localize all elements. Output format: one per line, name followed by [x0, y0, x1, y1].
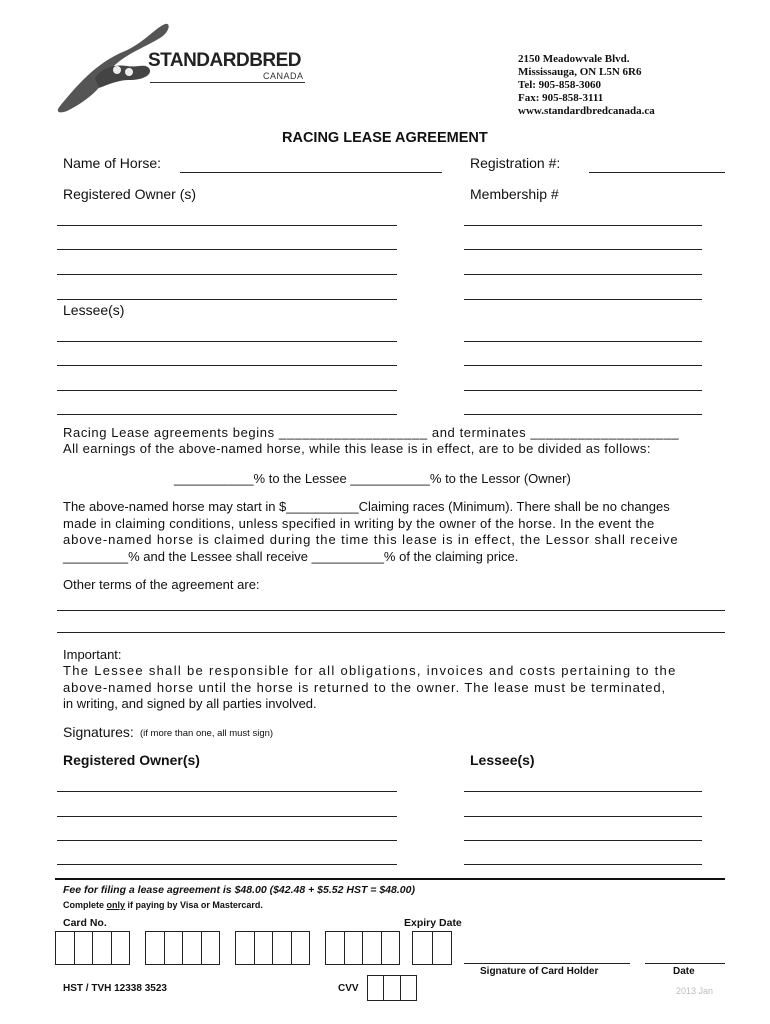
- lessee-signature-line[interactable]: [464, 840, 702, 841]
- sig-owner-label: Registered Owner(s): [63, 752, 200, 768]
- membership-field[interactable]: [464, 225, 702, 226]
- important-text-2: above-named horse until the horse is returned to the owner. The lease must be terminated,: [63, 680, 667, 695]
- claiming-text-4: _________% and the Lessee shall receive __________% of the claiming price.: [63, 549, 519, 564]
- fee-text: Fee for filing a lease agreement is $48.00 ($42.48 + $5.52 HST = $48.00): [63, 884, 415, 896]
- other-terms-label: Other terms of the agreement are:: [63, 577, 260, 592]
- card-number-group-1[interactable]: [55, 931, 130, 965]
- owner-signature-line[interactable]: [57, 840, 397, 841]
- document-title: RACING LEASE AGREEMENT: [282, 130, 488, 146]
- earnings-text: All earnings of the above-named horse, while this lease is in effect, are to be divided as follows:: [63, 441, 651, 456]
- card-number-group-4[interactable]: [325, 931, 400, 965]
- owner-field[interactable]: [57, 249, 397, 250]
- lessee-membership-field[interactable]: [464, 365, 702, 366]
- important-text-3: in writing, and signed by all parties involved.: [63, 696, 317, 711]
- cvv-boxes[interactable]: [367, 975, 417, 1001]
- signatures-label: Signatures:: [63, 724, 134, 740]
- lessee-field[interactable]: [57, 390, 397, 391]
- lessee-signature-line[interactable]: [464, 791, 702, 792]
- membership-field[interactable]: [464, 249, 702, 250]
- card-date-line[interactable]: [645, 963, 725, 964]
- horse-name-field[interactable]: [180, 172, 442, 173]
- card-signature-line[interactable]: [464, 963, 630, 964]
- complete-suffix: if paying by Visa or Mastercard.: [125, 900, 263, 910]
- address-line: Tel: 905-858-3060: [518, 79, 602, 91]
- lessee-label: Lessee(s): [63, 302, 125, 318]
- logo: [55, 18, 315, 113]
- lease-dates-text: Racing Lease agreements begins ___________________ and terminates ___________________: [63, 425, 680, 440]
- lessee-field[interactable]: [57, 341, 397, 342]
- expiry-label: Expiry Date: [404, 917, 462, 929]
- payment-divider: [55, 878, 725, 880]
- membership-field[interactable]: [464, 274, 702, 275]
- card-number-group-2[interactable]: [145, 931, 220, 965]
- hst-number: HST / TVH 12338 3523: [63, 983, 167, 994]
- card-no-label: Card No.: [63, 917, 107, 929]
- address-line: Fax: 905-858-3111: [518, 92, 604, 104]
- lessee-membership-field[interactable]: [464, 341, 702, 342]
- address-line: Mississauga, ON L5N 6R6: [518, 66, 642, 78]
- logo-sub-text: CANADA: [263, 71, 304, 81]
- owner-signature-line[interactable]: [57, 864, 397, 865]
- address-block: [518, 53, 655, 118]
- complete-prefix: Complete: [63, 900, 107, 910]
- important-text-1: The Lessee shall be responsible for all obligations, invoices and costs pertaining to the: [63, 663, 677, 678]
- membership-label: Membership #: [470, 186, 559, 202]
- address-line: 2150 Meadowvale Blvd.: [518, 53, 630, 65]
- horse-name-label: Name of Horse:: [63, 155, 162, 171]
- registration-field[interactable]: [589, 172, 725, 173]
- signatures-note: (if more than one, all must sign): [140, 728, 274, 739]
- other-terms-field[interactable]: [57, 610, 725, 611]
- membership-field[interactable]: [464, 299, 702, 300]
- owner-signature-line[interactable]: [57, 816, 397, 817]
- lessee-membership-field[interactable]: [464, 390, 702, 391]
- complete-text: [63, 900, 263, 910]
- owner-field[interactable]: [57, 225, 397, 226]
- lessee-field[interactable]: [57, 414, 397, 415]
- other-terms-field[interactable]: [57, 632, 725, 633]
- claiming-text-1: The above-named horse may start in $__________Claiming races (Minimum). There shall be no changes: [63, 499, 670, 514]
- complete-only: only: [106, 900, 126, 910]
- lessee-field[interactable]: [57, 365, 397, 366]
- cvv-label: CVV: [338, 983, 359, 994]
- card-date-label: Date: [673, 966, 695, 977]
- logo-main-text: STANDARDBRED: [148, 50, 302, 71]
- address-line: www.standardbredcanada.ca: [518, 105, 655, 117]
- owner-field[interactable]: [57, 274, 397, 275]
- version-text: 2013 Jan: [676, 986, 714, 996]
- card-number-group-3[interactable]: [235, 931, 310, 965]
- lessee-membership-field[interactable]: [464, 414, 702, 415]
- claiming-text-3: above-named horse is claimed during the time this lease is in effect, the Lessor shall receive: [63, 532, 679, 547]
- owner-signature-line[interactable]: [57, 791, 397, 792]
- registration-label: Registration #:: [470, 155, 561, 171]
- owner-field[interactable]: [57, 299, 397, 300]
- important-label: Important:: [63, 647, 122, 662]
- card-signature-label: Signature of Card Holder: [480, 966, 599, 977]
- sig-lessee-label: Lessee(s): [470, 752, 535, 768]
- claiming-text-2: made in claiming conditions, unless specified in writing by the owner of the horse. In the event the: [63, 516, 655, 531]
- split-text: ___________% to the Lessee ___________% to the Lessor (Owner): [174, 471, 571, 486]
- expiry-date-boxes[interactable]: [412, 931, 452, 965]
- owner-label: Registered Owner (s): [63, 186, 197, 202]
- lessee-signature-line[interactable]: [464, 816, 702, 817]
- lessee-signature-line[interactable]: [464, 864, 702, 865]
